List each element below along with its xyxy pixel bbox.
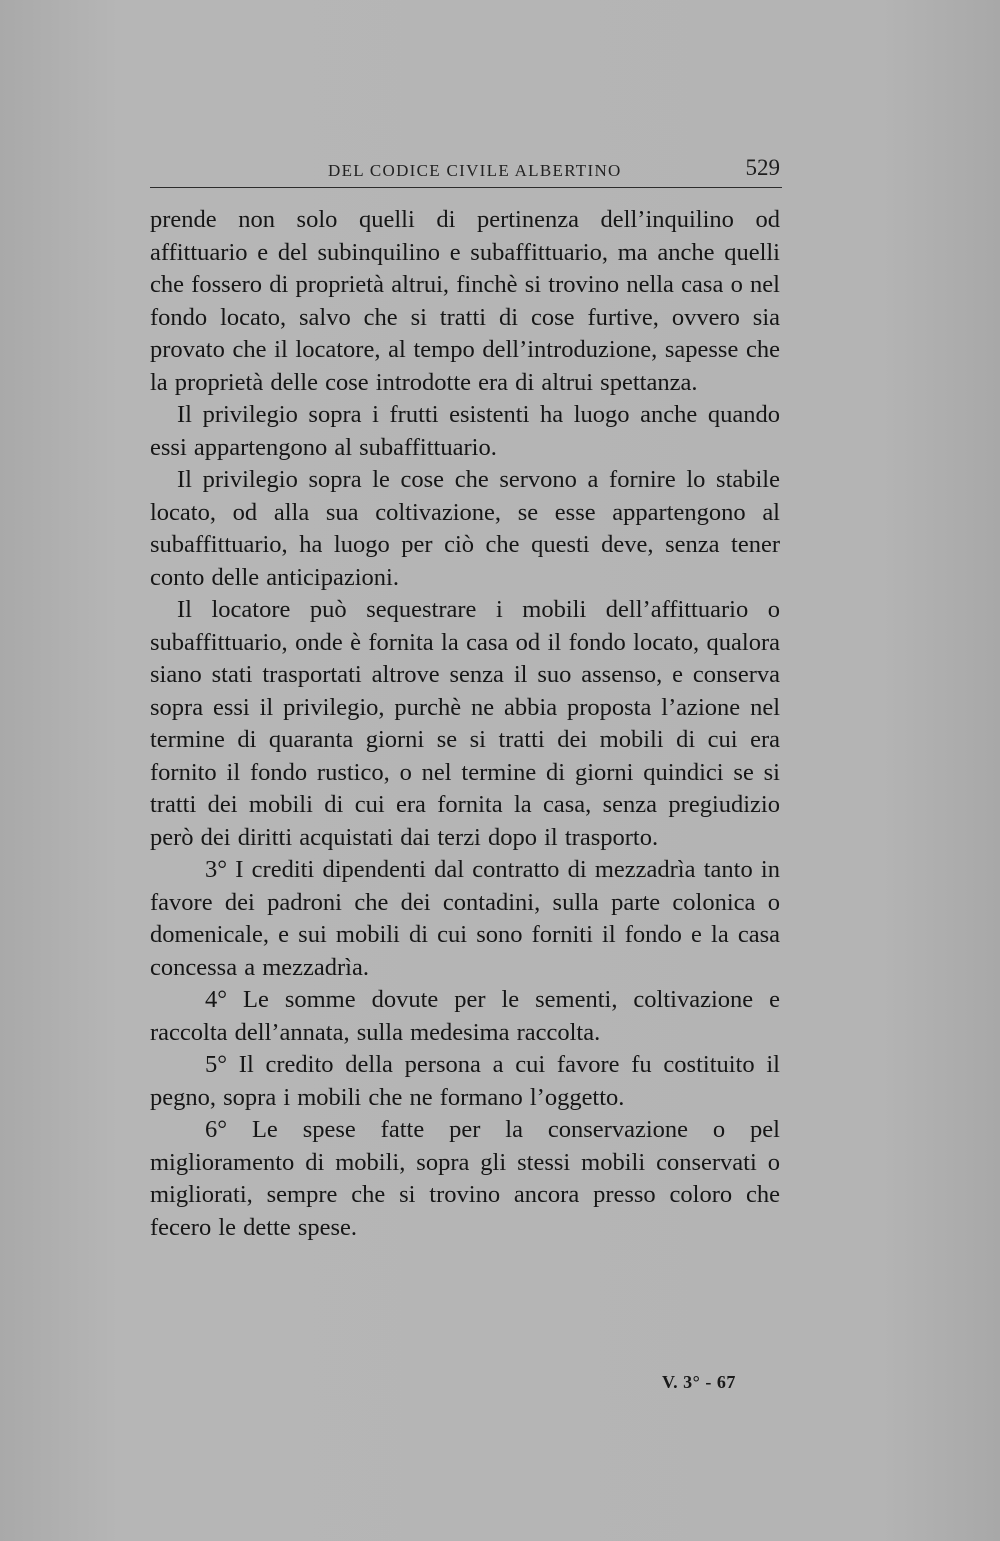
paragraph-continuation: prende non solo quelli di pertinenza dell’inquilino od affittuario e del subinquilino e subaffittuario, ma anche quelli che fossero di proprietà altrui, finchè si trovino nella casa o nel fondo locato, salvo che si tratti di cose furtive, ovvero sia provato che il locatore, al tempo dell’introduzione, sapesse che la proprietà delle cose introdotte era di altrui spettanza. xyxy=(150,206,780,396)
page-number: 529 xyxy=(745,155,780,180)
numbered-paragraph: 4° Le somme dovute per le sementi, coltivazione e raccolta dell’annata, sulla medesima raccolta. xyxy=(150,986,780,1046)
numbered-paragraph: 5° Il credito della persona a cui favore fu costituito il pegno, sopra i mobili che ne formano l’oggetto. xyxy=(150,1051,780,1111)
paragraph: Il privilegio sopra i frutti esistenti ha luogo anche quando essi appartengono al subaffittuario. xyxy=(150,401,780,461)
paragraph: Il locatore può sequestrare i mobili dell’affittuario o subaffittuario, onde è fornita la casa od il fondo locato, qualora siano stati trasportati altrove senza il suo assenso, e conserva sopra essi il privilegio, purchè ne abbia proposta l’azione nel termine di quaranta giorni se si tratti dei mobili di cui era fornito il fondo rustico, o nel termine di giorni quindici se si tratti dei mobili di cui era fornita la casa, senza pregiudizio però dei diritti acquistati dai terzi dopo il trasporto. xyxy=(150,596,780,851)
running-title: DEL CODICE CIVILE ALBERTINO xyxy=(328,161,622,180)
body-text xyxy=(150,204,780,1244)
paragraph: Il privilegio sopra le cose che servono a fornire lo stabile locato, od alla sua coltivazione, se esse appartengono al subaffittuario, ha luogo per ciò che questi deve, senza tener conto delle anticipazioni. xyxy=(150,466,780,591)
numbered-paragraph: 6° Le spese fatte per la conservazione o pel miglioramento di mobili, sopra gli stessi mobili conservati o migliorati, sempre che si trovino ancora presso coloro che fecero le dette spese. xyxy=(150,1116,780,1241)
header-rule xyxy=(150,187,782,188)
numbered-paragraph: 3° I crediti dipendenti dal contratto di mezzadrìa tanto in favore dei padroni che dei contadini, sulla parte colonica o domenicale, e sui mobili di cui sono forniti il fondo e la casa concessa a mezzadrìa. xyxy=(150,856,780,981)
printer-signature: V. 3° - 67 xyxy=(662,1372,736,1392)
running-head xyxy=(150,155,780,185)
